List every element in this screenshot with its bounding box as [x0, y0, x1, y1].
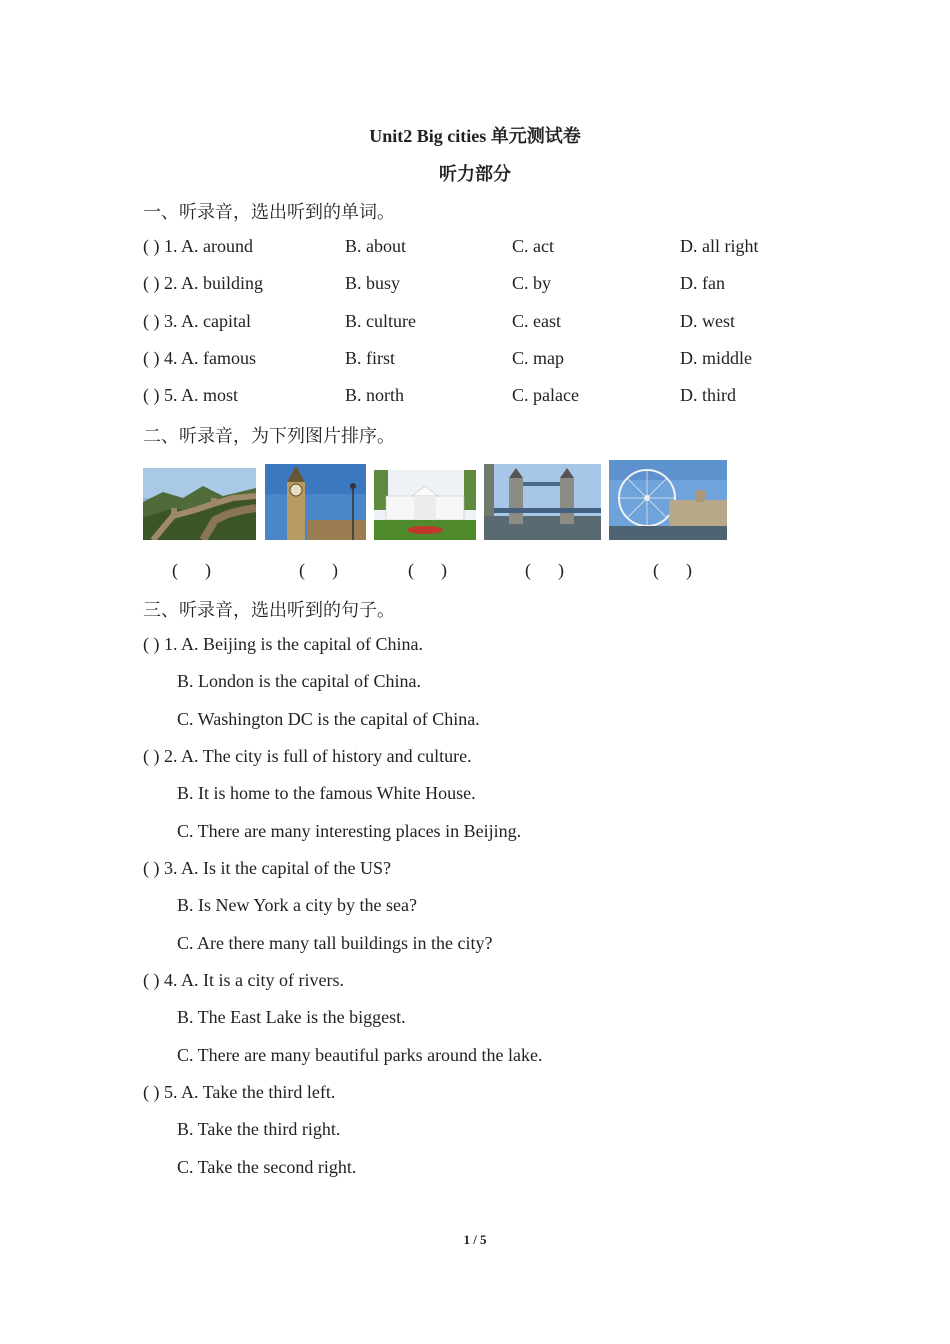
- section2-heading: 二、听录音，为下列图片排序。: [143, 426, 395, 446]
- picture-answer-blanks: [0, 560, 950, 584]
- sentence-option-c: C. There are many beautiful parks around the lake.: [177, 1045, 543, 1065]
- answer-blank[interactable]: ( ): [172, 560, 211, 580]
- answer-blank[interactable]: ( ): [525, 560, 564, 580]
- sentence-option-b: B. London is the capital of China.: [177, 671, 421, 691]
- sentence-option-c: C. Are there many tall buildings in the city?: [177, 933, 493, 953]
- option-c: C. east: [512, 311, 561, 331]
- option-d: D. third: [680, 385, 736, 405]
- great-wall-picture: [143, 468, 256, 540]
- word-question-row: [143, 236, 823, 262]
- sentence-question-stem: ( ) 1. A. Beijing is the capital of China.: [143, 634, 423, 654]
- word-question-row: [143, 311, 823, 337]
- option-b: B. about: [345, 236, 406, 256]
- option-d: D. fan: [680, 273, 725, 293]
- question-stem: ( ) 4. A. famous: [143, 348, 256, 368]
- london-eye-picture: [609, 460, 727, 540]
- option-d: D. all right: [680, 236, 759, 256]
- sentence-option-b: B. The East Lake is the biggest.: [177, 1007, 406, 1027]
- question-stem: ( ) 2. A. building: [143, 273, 263, 293]
- option-b: B. first: [345, 348, 396, 368]
- option-c: C. act: [512, 236, 554, 256]
- option-c: C. map: [512, 348, 564, 368]
- sentence-question-stem: ( ) 4. A. It is a city of rivers.: [143, 970, 344, 990]
- question-stem: ( ) 1. A. around: [143, 236, 253, 256]
- option-b: B. north: [345, 385, 405, 405]
- big-ben-picture: [265, 464, 366, 540]
- word-question-row: [143, 273, 823, 299]
- option-b: B. busy: [345, 273, 401, 293]
- sentence-option-c: C. Washington DC is the capital of China.: [177, 709, 480, 729]
- option-b: B. culture: [345, 311, 416, 331]
- option-d: D. west: [680, 311, 735, 331]
- page-number: 1 / 5: [463, 1232, 487, 1247]
- sentence-option-c: C. There are many interesting places in Beijing.: [177, 821, 522, 841]
- sentence-question-stem: ( ) 2. A. The city is full of history and culture.: [143, 746, 472, 766]
- answer-blank[interactable]: ( ): [653, 560, 692, 580]
- word-question-row: [143, 348, 823, 374]
- question-stem: ( ) 5. A. most: [143, 385, 239, 405]
- sentence-question-stem: ( ) 5. A. Take the third left.: [143, 1082, 336, 1102]
- option-c: C. by: [512, 273, 552, 293]
- tower-bridge-picture: [484, 464, 601, 540]
- section-group-title: 听力部分: [439, 164, 511, 184]
- section1-heading: 一、听录音，选出听到的单词。: [143, 202, 395, 222]
- question-stem: ( ) 3. A. capital: [143, 311, 251, 331]
- option-d: D. middle: [680, 348, 752, 368]
- option-c: C. palace: [512, 385, 579, 405]
- word-question-row: [143, 385, 823, 411]
- answer-blank[interactable]: ( ): [408, 560, 447, 580]
- sentence-question-stem: ( ) 3. A. Is it the capital of the US?: [143, 858, 391, 878]
- document-title: Unit2 Big cities 单元测试卷: [369, 126, 581, 146]
- sentence-option-b: B. Is New York a city by the sea?: [177, 895, 417, 915]
- sentence-option-c: C. Take the second right.: [177, 1157, 357, 1177]
- section3-heading: 三、听录音，选出听到的句子。: [143, 600, 395, 620]
- picture-strip: [0, 460, 950, 544]
- sentence-option-b: B. It is home to the famous White House.: [177, 783, 476, 803]
- sentence-option-b: B. Take the third right.: [177, 1119, 341, 1139]
- white-house-picture: [374, 470, 476, 540]
- answer-blank[interactable]: ( ): [299, 560, 338, 580]
